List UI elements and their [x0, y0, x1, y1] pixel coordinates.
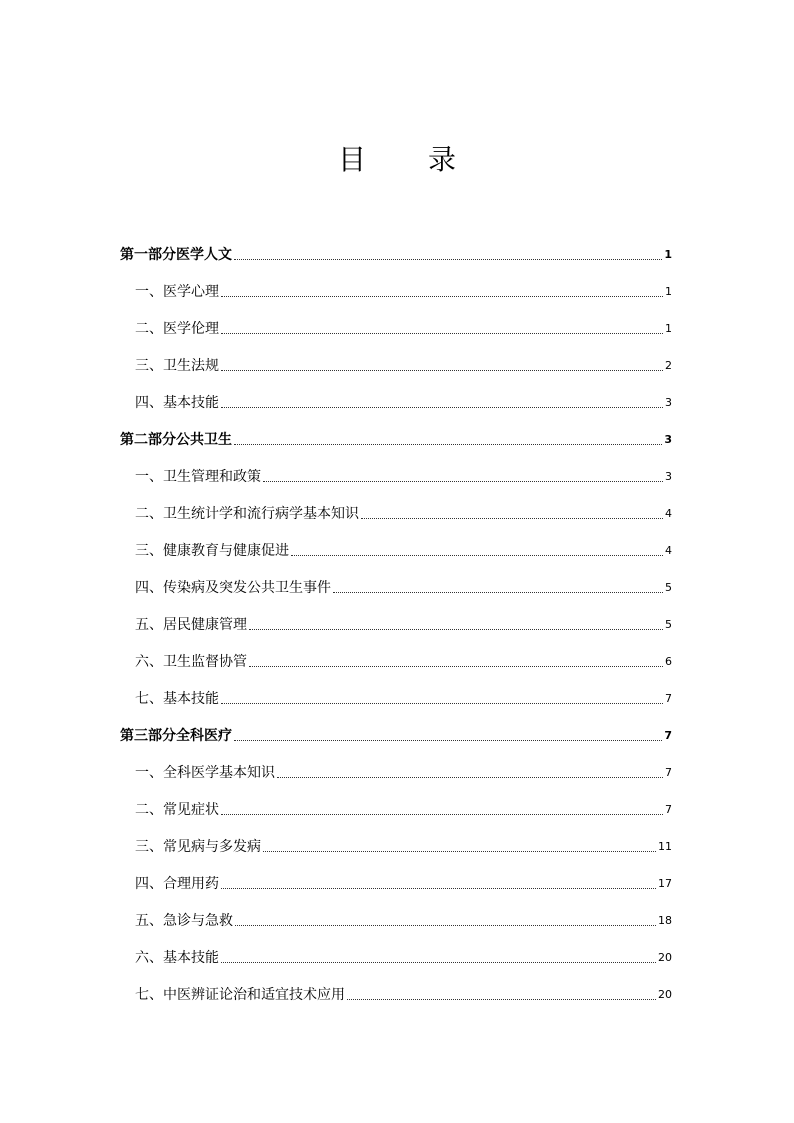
toc-entry-page-number: 20 [658, 988, 672, 1001]
dot-leader [361, 517, 663, 519]
toc-entry[interactable] [120, 747, 672, 784]
toc-entry-label: 一、医学心理 [135, 284, 219, 300]
toc-entry-label: 二、医学伦理 [135, 321, 219, 337]
dot-leader [235, 924, 656, 926]
dot-leader [221, 702, 663, 704]
toc-entry[interactable] [120, 895, 672, 932]
table-of-contents [120, 229, 672, 1006]
toc-entry-page-number: 1 [665, 322, 672, 335]
toc-entry-label: 三、卫生法规 [135, 358, 219, 374]
toc-entry-label: 四、合理用药 [135, 876, 219, 892]
dot-leader [277, 776, 663, 778]
toc-entry-label: 第二部分公共卫生 [120, 432, 232, 448]
toc-entry[interactable] [120, 266, 672, 303]
toc-entry-label: 二、常见症状 [135, 802, 219, 818]
toc-entry[interactable] [120, 969, 672, 1006]
toc-entry-label: 四、传染病及突发公共卫生事件 [135, 580, 331, 596]
dot-leader [221, 295, 663, 297]
dot-leader [221, 332, 663, 334]
dot-leader [249, 628, 663, 630]
toc-entry-page-number: 3 [664, 433, 672, 446]
toc-entry[interactable] [120, 821, 672, 858]
toc-entry[interactable] [120, 451, 672, 488]
toc-entry-page-number: 17 [658, 877, 672, 890]
toc-entry-page-number: 1 [664, 248, 672, 261]
dot-leader [234, 739, 662, 741]
toc-entry-page-number: 7 [665, 692, 672, 705]
dot-leader [221, 887, 656, 889]
toc-entry-page-number: 2 [665, 359, 672, 372]
toc-entry-page-number: 3 [665, 396, 672, 409]
dot-leader [263, 850, 656, 852]
toc-entry-label: 五、急诊与急救 [135, 913, 233, 929]
toc-entry-page-number: 7 [665, 766, 672, 779]
dot-leader [221, 369, 663, 371]
toc-entry-page-number: 20 [658, 951, 672, 964]
toc-section-entry[interactable] [120, 710, 672, 747]
toc-entry[interactable] [120, 636, 672, 673]
dot-leader [234, 258, 662, 260]
toc-entry-label: 四、基本技能 [135, 395, 219, 411]
toc-entry[interactable] [120, 525, 672, 562]
dot-leader [221, 813, 663, 815]
page-title-char-2: 录 [428, 143, 457, 176]
toc-entry-label: 二、卫生统计学和流行病学基本知识 [135, 506, 359, 522]
toc-entry[interactable] [120, 562, 672, 599]
page-title [0, 140, 794, 180]
toc-section-entry[interactable] [120, 229, 672, 266]
toc-entry-label: 一、卫生管理和政策 [135, 469, 261, 485]
toc-entry-page-number: 6 [665, 655, 672, 668]
page-title-char-1: 目 [337, 143, 366, 176]
toc-entry[interactable] [120, 303, 672, 340]
toc-entry-page-number: 18 [658, 914, 672, 927]
dot-leader [263, 480, 663, 482]
toc-entry[interactable] [120, 858, 672, 895]
toc-entry-page-number: 5 [665, 581, 672, 594]
toc-entry-label: 七、中医辨证论治和适宜技术应用 [135, 987, 345, 1003]
toc-entry-label: 五、居民健康管理 [135, 617, 247, 633]
toc-entry-label: 六、基本技能 [135, 950, 219, 966]
toc-entry-page-number: 7 [665, 803, 672, 816]
dot-leader [333, 591, 663, 593]
toc-entry[interactable] [120, 599, 672, 636]
toc-entry-page-number: 3 [665, 470, 672, 483]
toc-entry-page-number: 4 [665, 544, 672, 557]
toc-entry-page-number: 4 [665, 507, 672, 520]
dot-leader [249, 665, 663, 667]
dot-leader [347, 998, 656, 1000]
toc-entry[interactable] [120, 488, 672, 525]
toc-entry-page-number: 7 [664, 729, 672, 742]
toc-entry-page-number: 1 [665, 285, 672, 298]
toc-entry-label: 三、健康教育与健康促进 [135, 543, 289, 559]
toc-entry[interactable] [120, 340, 672, 377]
dot-leader [221, 961, 656, 963]
toc-entry[interactable] [120, 932, 672, 969]
toc-entry-label: 第三部分全科医疗 [120, 728, 232, 744]
toc-entry-label: 三、常见病与多发病 [135, 839, 261, 855]
toc-entry[interactable] [120, 784, 672, 821]
toc-entry-label: 七、基本技能 [135, 691, 219, 707]
toc-entry-label: 一、全科医学基本知识 [135, 765, 275, 781]
toc-entry-label: 六、卫生监督协管 [135, 654, 247, 670]
toc-entry[interactable] [120, 377, 672, 414]
toc-entry[interactable] [120, 673, 672, 710]
toc-entry-label: 第一部分医学人文 [120, 247, 232, 263]
toc-entry-page-number: 11 [658, 840, 672, 853]
toc-section-entry[interactable] [120, 414, 672, 451]
toc-entry-page-number: 5 [665, 618, 672, 631]
dot-leader [291, 554, 663, 556]
dot-leader [234, 443, 662, 445]
dot-leader [221, 406, 663, 408]
